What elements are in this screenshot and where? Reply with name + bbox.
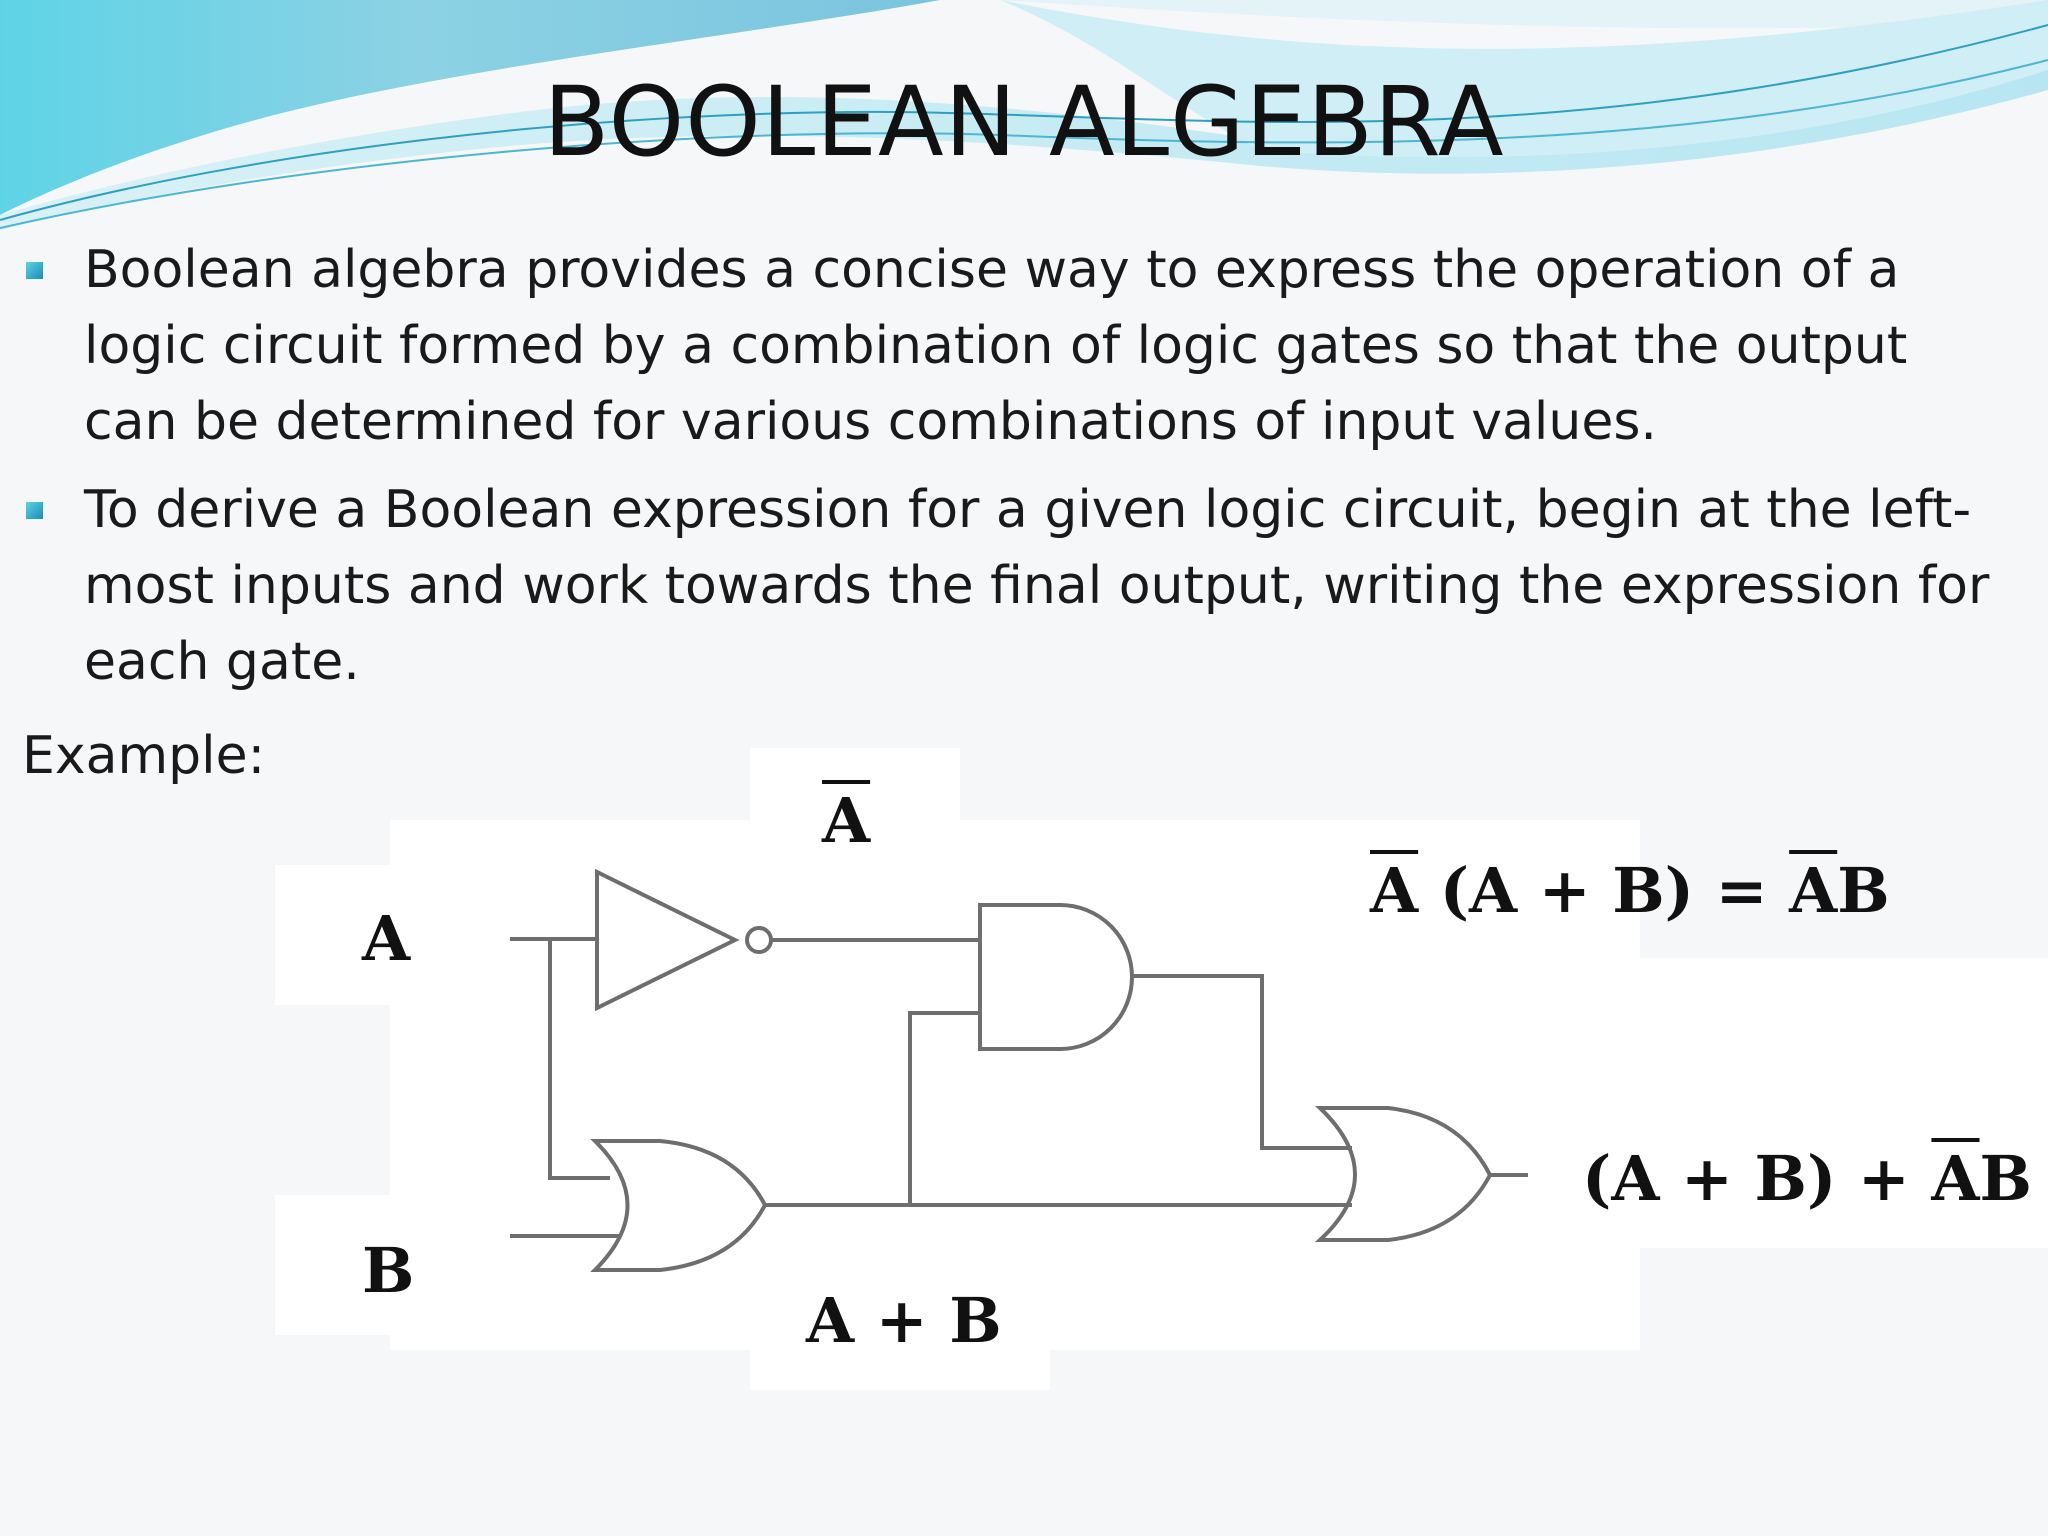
overline-var: $\overline{A}$ — [1931, 1142, 1980, 1215]
and-output-label — [1370, 856, 1890, 926]
wire-and-out — [1132, 976, 1352, 1148]
not-gate — [597, 872, 735, 1008]
overline-var: $\overline{A}$ — [1789, 854, 1838, 927]
not-gate-bubble — [747, 928, 771, 952]
input-a-label: A — [362, 902, 411, 975]
expr-part: (A + B) = — [1418, 854, 1790, 927]
input-b-label: B — [362, 1234, 415, 1307]
bullet-text: To derive a Boolean expression for a given logic circuit, begin at the left-most inputs and work towards the final output, writing the expression for each gate. — [84, 480, 1990, 692]
and-gate — [980, 905, 1132, 1049]
or1-output-label: A + B — [806, 1284, 1002, 1357]
not-output-label — [822, 786, 870, 856]
final-output-label — [1582, 1144, 2032, 1214]
overline-var: $\overline{A}$ — [822, 784, 871, 857]
overline-var: $\overline{A}$ — [1370, 854, 1419, 927]
expr-part: B — [1979, 1142, 2032, 1215]
expr-part: B — [1837, 854, 1890, 927]
example-label: Example: — [22, 726, 266, 786]
or-gate-1 — [595, 1141, 765, 1270]
expr-part: (A + B) + — [1582, 1142, 1932, 1215]
page-title: BOOLEAN ALGEBRA — [543, 66, 1505, 178]
bullet-text: Boolean algebra provides a concise way to express the operation of a logic circuit formed by a combination of logic gates so that the output can be determined for various combinations of input values. — [84, 240, 1908, 452]
or-gate-2 — [1320, 1108, 1490, 1240]
wire-and-in2 — [910, 1013, 980, 1205]
